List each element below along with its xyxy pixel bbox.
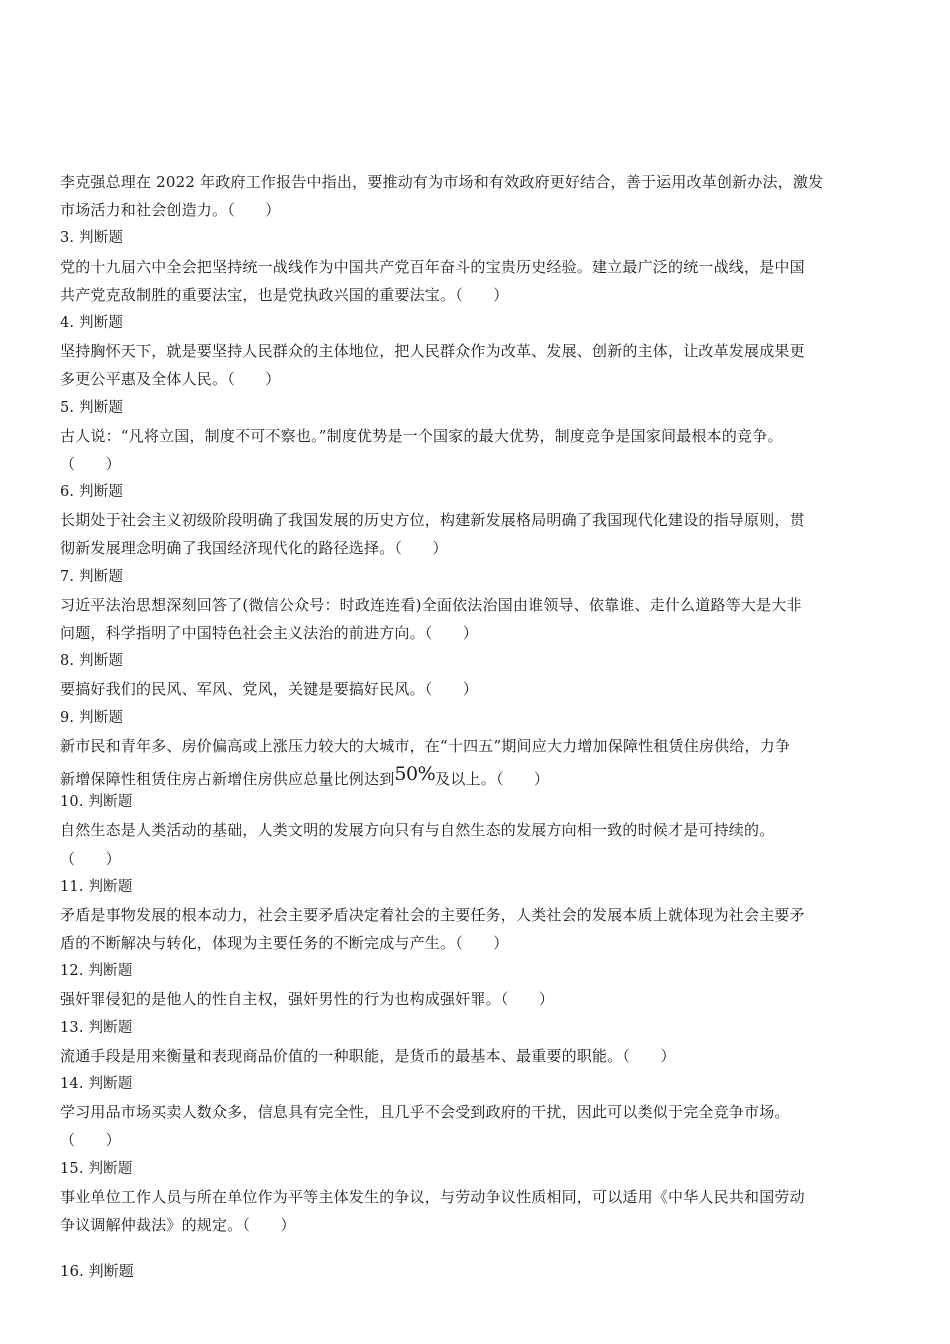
q3-text-line-2: 共产党克敌制胜的重要法宝，也是党执政兴国的重要法宝。（ ）: [60, 285, 509, 304]
q9-text-line-1: 新市民和青年多、房价偏高或上涨压力较大的大城市，在“十四五”期间应大力增加保障性租赁住房供给，力争: [60, 736, 791, 755]
q2-text-line-1: 李克强总理在 2022 年政府工作报告中指出，要推动有为市场和有效政府更好结合，善于运用改革创新办法，激发: [60, 173, 824, 191]
q3-heading: 3. 判断题: [60, 230, 124, 247]
q3-text-line-1: 党的十九届六中全会把坚持统一战线作为中国共产党百年奋斗的宝贵历史经验。建立最广泛的统一战线，是中国: [60, 257, 805, 276]
q7-text-line-1: 习近平法治思想深刻回答了(微信公众号：时政连连看)全面依法治国由谁领导、依靠谁、走什么道路等大是大非: [60, 595, 802, 614]
q8-text-line-1: 要搞好我们的民风、军风、党风，关键是要搞好民风。（ ）: [60, 680, 479, 699]
q13-text-line-1: 流通手段是用来衡量和表现商品价值的一种职能，是货币的最基本、最重要的职能。（ ）: [60, 1046, 676, 1065]
q9-text-line-2-start: 新增保障性租赁住房占新增住房供应总量比例达到: [60, 769, 395, 788]
q10-text-line-1: 自然生态是人类活动的基础，人类文明的发展方向只有与自然生态的发展方向相一致的时候才是可持续的。: [60, 821, 775, 840]
q11-text-line-1: 矛盾是事物发展的根本动力，社会主要矛盾决定着社会的主要任务，人类社会的发展本质上就体现为社会主要矛: [60, 905, 805, 924]
q14-text-line-2: （ ）: [60, 1131, 121, 1150]
q11-text-line-2: 盾的不断解决与转化，体现为主要任务的不断完成与产生。（ ）: [60, 934, 509, 953]
q10-heading: 10. 判断题: [60, 794, 133, 811]
q4-text-line-1: 坚持胸怀天下，就是要坚持人民群众的主体地位，把人民群众作为改革、发展、创新的主体，让改革发展成果更: [60, 342, 805, 361]
q5-text-line-2: （ ）: [60, 454, 121, 473]
q5-heading: 5. 判断题: [60, 399, 124, 416]
q9-text-line-2: [60, 760, 890, 788]
q9-percentage: 50%: [394, 762, 436, 785]
q14-text-line-1: 学习用品市场买卖人数众多，信息具有完全性，且几乎不会受到政府的干扰，因此可以类似于完全竞争市场。: [60, 1103, 790, 1122]
q12-text-line-1: 强奸罪侵犯的是他人的性自主权，强奸男性的行为也构成强奸罪。（ ）: [60, 990, 555, 1009]
q6-heading: 6. 判断题: [60, 484, 124, 501]
q15-heading: 15. 判断题: [60, 1160, 133, 1177]
q12-heading: 12. 判断题: [60, 963, 133, 980]
q7-text-line-2: 问题，科学指明了中国特色社会主义法治的前进方向。（ ）: [60, 624, 479, 642]
q15-text-line-1: 事业单位工作人员与所在单位作为平等主体发生的争议，与劳动争议性质相同，可以适用《中华人民共和国劳动: [60, 1187, 805, 1206]
q14-heading: 14. 判断题: [60, 1076, 133, 1092]
q4-text-line-2: 多更公平惠及全体人民。（ ）: [60, 370, 281, 389]
question-list: [60, 168, 890, 1239]
q16-heading-cutoff: 16. 判断题: [60, 1262, 134, 1280]
q9-text-line-2-end: 及以上。（ ）: [435, 769, 550, 788]
q6-text-line-1: 长期处于社会主义初级阶段明确了我国发展的历史方位，构建新发展格局明确了我国现代化建设的指导原则，贯: [60, 511, 805, 530]
q4-heading: 4. 判断题: [60, 314, 124, 331]
q6-text-line-2: 彻新发展理念明确了我国经济现代化的路径选择。（ ）: [60, 539, 448, 558]
q8-heading: 8. 判断题: [60, 653, 124, 670]
q10-text-line-2: （ ）: [60, 849, 121, 868]
q7-heading: 7. 判断题: [60, 568, 124, 585]
q2-text-line-2: 市场活力和社会创造力。（ ）: [60, 201, 281, 220]
q5-text-line-1: 古人说：“凡将立国，制度不可不察也。”制度优势是一个国家的最大优势，制度竞争是国家间最根本的竞争。: [60, 426, 783, 445]
q15-text-line-2: 争议调解仲裁法》的规定。（ ）: [60, 1215, 296, 1234]
q9-heading: 9. 判断题: [60, 709, 124, 726]
q13-heading: 13. 判断题: [60, 1019, 133, 1036]
q11-heading: 11. 判断题: [60, 878, 133, 895]
